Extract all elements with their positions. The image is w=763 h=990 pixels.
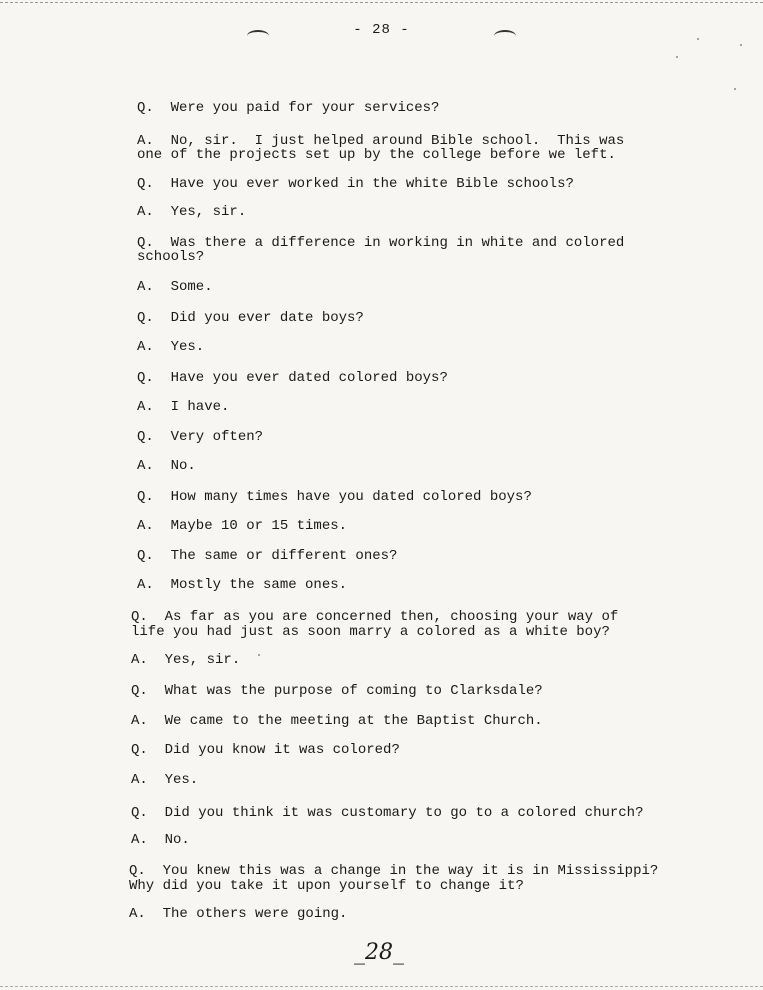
transcript-line: A. Some. <box>137 279 213 295</box>
transcript-line: A. Yes, sir. <box>137 204 247 220</box>
transcript-line: Q. Were you paid for your services? <box>137 100 440 116</box>
transcript-line: Why did you take it upon yourself to change it? <box>129 878 524 894</box>
transcript-line: life you had just as soon marry a colored as a white boy? <box>131 624 610 640</box>
scan-speck <box>697 38 699 40</box>
transcript-line: A. The others were going. <box>129 906 348 922</box>
transcript-line: A. We came to the meeting at the Baptist Church. <box>131 713 543 729</box>
scan-speck <box>740 44 742 46</box>
scan-speck <box>258 654 260 656</box>
scan-speck <box>734 88 736 90</box>
handwritten-page-number: _28_ <box>354 940 404 965</box>
transcript-line: Q. Did you ever date boys? <box>137 310 364 326</box>
transcript-line: A. Mostly the same ones. <box>137 577 348 593</box>
bottom-edge-divider <box>0 986 763 987</box>
transcript-line: Q. Have you ever worked in the white Bible schools? <box>137 176 574 192</box>
transcript-line: A. Maybe 10 or 15 times. <box>137 518 348 534</box>
transcript-line: A. I have. <box>137 399 230 415</box>
transcript-line: A. Yes. <box>131 772 199 788</box>
transcript-line: Q. Was there a difference in working in white and colored <box>137 235 625 251</box>
transcript-line: schools? <box>137 249 205 265</box>
transcript-line: one of the projects set up by the college before we left. <box>137 147 616 163</box>
transcript-line: A. No. <box>137 458 196 474</box>
transcript-line: Q. Did you know it was colored? <box>131 742 400 758</box>
transcript-line: A. No, sir. I just helped around Bible school. This was <box>137 133 625 149</box>
scan-speck <box>676 56 678 58</box>
transcript-line: A. No. <box>131 832 190 848</box>
transcript-line: Q. The same or different ones? <box>137 548 398 564</box>
transcript-line: Q. Did you think it was customary to go to a colored church? <box>131 805 644 821</box>
transcript-line: Q. How many times have you dated colored boys? <box>137 489 532 505</box>
transcript-line: Q. Have you ever dated colored boys? <box>137 370 448 386</box>
page-number-header: - 28 - <box>353 22 410 38</box>
transcript-line: Q. You knew this was a change in the way it is in Mississippi? <box>129 863 659 879</box>
transcript-line: Q. Very often? <box>137 429 264 445</box>
transcript-line: A. Yes. <box>137 339 205 355</box>
top-edge-divider <box>0 2 763 3</box>
transcript-line: Q. What was the purpose of coming to Clarksdale? <box>131 683 543 699</box>
transcript-line: A. Yes, sir. <box>131 652 241 668</box>
transcript-line: Q. As far as you are concerned then, choosing your way of <box>131 609 619 625</box>
